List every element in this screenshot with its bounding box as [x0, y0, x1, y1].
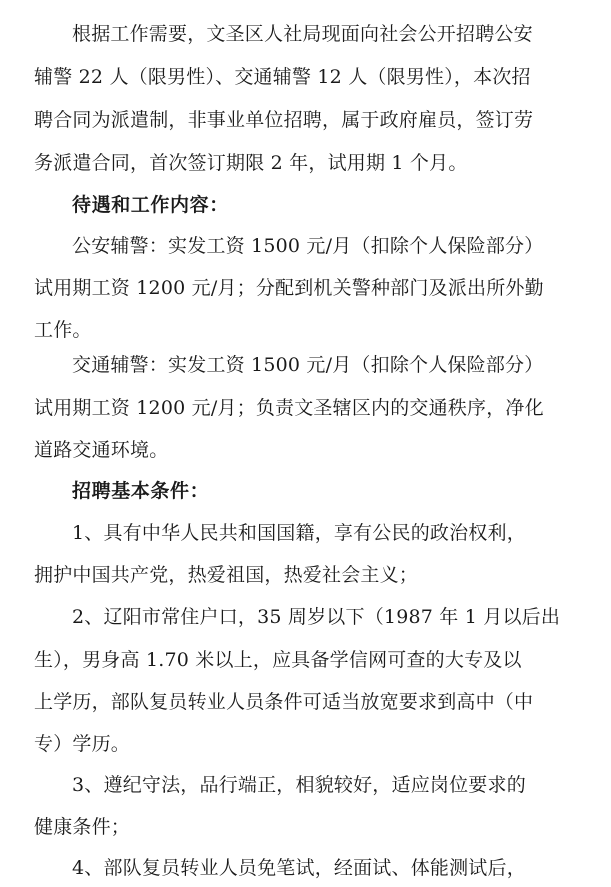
- intro-line-4: 务派遣合同，首次签订期限 2 年，试用期 1 个月。: [34, 152, 468, 174]
- requirement-1-line-2: 拥护中国共产党，热爱祖国，热爱社会主义；: [34, 564, 419, 586]
- requirement-1-line-1: 1、具有中华人民共和国国籍，享有公民的政治权利，: [72, 522, 526, 544]
- police-pay-line-3: 工作。: [34, 319, 92, 341]
- intro-line-3: 聘合同为派遣制，非事业单位招聘，属于政府雇员，签订劳: [34, 109, 534, 131]
- section-heading-requirements: 招聘基本条件：: [72, 480, 210, 502]
- police-pay-line-2: 试用期工资 1200 元/月；分配到机关警种部门及派出所外勤: [34, 277, 544, 299]
- traffic-pay-line-2: 试用期工资 1200 元/月；负责文圣辖区内的交通秩序，净化: [34, 397, 544, 419]
- requirement-2-line-2: 生），男身高 1.70 米以上，应具备学信网可查的大专及以: [34, 649, 522, 671]
- requirement-3-line-1: 3、遵纪守法，品行端正，相貌较好，适应岗位要求的: [72, 774, 526, 796]
- section-heading-pay: 待遇和工作内容：: [72, 194, 229, 216]
- requirement-2-line-1: 2、辽阳市常住户口，35 周岁以下（1987 年 1 月以后出: [72, 606, 561, 628]
- intro-line-1: 根据工作需要，文圣区人社局现面向社会公开招聘公安: [72, 23, 533, 45]
- intro-line-2: 辅警 22 人（限男性）、交通辅警 12 人（限男性），本次招: [34, 66, 531, 88]
- requirement-2-line-4: 专）学历。: [34, 733, 131, 755]
- requirement-3-line-2: 健康条件；: [34, 816, 131, 838]
- requirement-2-line-3: 上学历，部队复员转业人员条件可适当放宽要求到高中（中: [34, 691, 534, 713]
- traffic-pay-line-3: 道路交通环境。: [34, 439, 169, 461]
- requirement-4-line-1: 4、部队复员转业人员免笔试，经面试、体能测试后，: [72, 857, 526, 879]
- traffic-pay-line-1: 交通辅警：实发工资 1500 元/月（扣除个人保险部分）: [72, 354, 544, 376]
- police-pay-line-1: 公安辅警：实发工资 1500 元/月（扣除个人保险部分）: [72, 235, 544, 257]
